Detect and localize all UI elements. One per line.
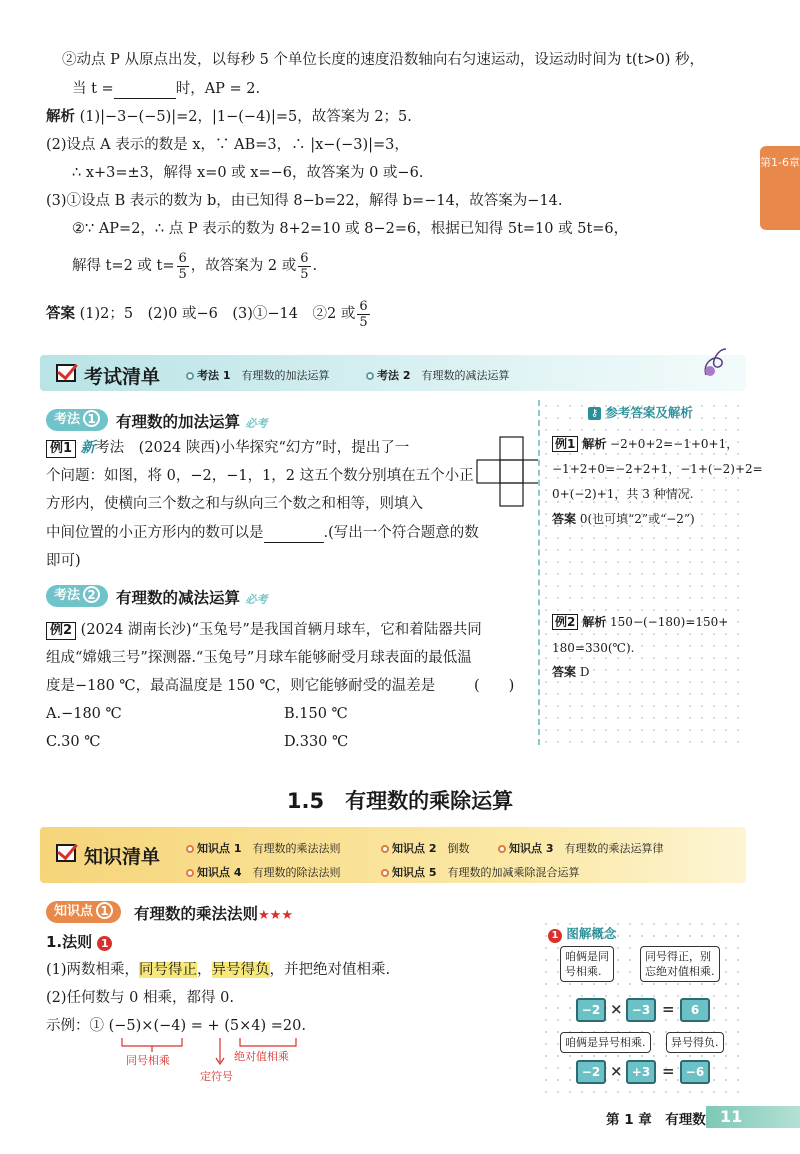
knowledge-tag-3 — [498, 840, 663, 856]
jiexi-2a: (2)设点 A 表示的数是 x，∵ AB=3，∴ |x−(−3)|=3， — [46, 137, 409, 153]
panel-answer-label: 答案 — [552, 665, 577, 679]
concept-header — [548, 924, 616, 943]
panel-ex1-answer — [552, 509, 695, 530]
bullet-icon — [186, 372, 194, 380]
tag-text: 有理数的除法法则 — [252, 866, 341, 879]
frac-num: 6 — [359, 298, 368, 314]
fraction-6-5 — [177, 251, 189, 282]
fraction-6-5-b — [298, 251, 310, 282]
section-number: 1.5 — [286, 789, 325, 813]
page-number: 11 — [720, 1107, 743, 1126]
jiexi-3c-pre: 解得 t=2 或 t= — [72, 258, 175, 274]
panel-jiexi-label: 解析 — [582, 437, 607, 451]
kaofa-2-title — [116, 586, 267, 608]
bubble-1-line-1: 咱俩是同 — [565, 950, 609, 963]
card-6: 6 — [680, 998, 710, 1022]
knowledge-1-badge — [46, 901, 121, 923]
knowledge-tag-1 — [186, 840, 340, 856]
rule-1-highlight-same: 同号得正 — [139, 962, 198, 978]
badge-label: 知识点 — [54, 904, 94, 919]
kaofa-2-badge — [46, 585, 108, 607]
tag-label: 知识点 4 — [197, 866, 242, 879]
panel-ex1-line-1 — [552, 434, 738, 455]
swirl-decoration-icon — [700, 345, 730, 381]
example-1-label: 例1 — [46, 440, 76, 458]
frac-den: 5 — [178, 266, 187, 282]
kaofa-1-badge — [46, 409, 108, 431]
example-2-line-3: 度是−180 ℃，最高温度是 150 ℃，则它能够耐受的温差是 — [46, 678, 436, 694]
knowledge-tag-4 — [186, 864, 340, 880]
checkmark-icon — [56, 844, 76, 862]
example-1-line-1 — [46, 438, 409, 458]
option-a: A.−180 ℃ — [46, 706, 122, 722]
rule-1-a: (1)两数相乘， — [46, 962, 140, 978]
times-sign: × — [610, 1000, 623, 1018]
rule-1-highlight-diff: 异号得负 — [211, 962, 270, 978]
example-2-label: 例2 — [46, 622, 76, 640]
times-sign: × — [610, 1062, 623, 1080]
speech-bubble-1 — [560, 946, 614, 982]
badge-number: 1 — [83, 410, 100, 427]
tag-label: 知识点 5 — [392, 866, 437, 879]
tag-text: 有理数的加法运算 — [241, 369, 330, 382]
rule-1-c: ， — [197, 962, 212, 978]
kaofa-2-title-text: 有理数的减法运算 — [116, 589, 241, 607]
panel-jiexi-label: 解析 — [582, 615, 607, 629]
section-title-text: 有理数的乘除运算 — [345, 789, 514, 813]
bikao-label: 必考 — [245, 417, 268, 430]
frac-den: 5 — [359, 314, 368, 330]
checkmark-icon — [56, 364, 76, 382]
q2-suffix: 时，AP = 2. — [175, 81, 261, 97]
knowledge-tag-5 — [381, 864, 579, 880]
kaofa-1-title-text: 有理数的加法运算 — [116, 413, 241, 431]
panel-header-text: 参考答案及解析 — [605, 405, 693, 420]
knowledge-1-title — [134, 902, 293, 924]
exam-tag-1 — [186, 367, 329, 383]
rule-1-e: ，并把绝对值相乘. — [269, 962, 391, 978]
example-2-line-2: 组成“嫦娥三号”探测器.“玉兔号”月球车能够耐受月球表面的最低温 — [46, 650, 472, 666]
new-badge: 新 — [80, 440, 96, 456]
footer-chapter: 第 1 章 有理数 — [606, 1112, 706, 1128]
card-pos3: +3 — [626, 1060, 656, 1084]
badge-label: 考法 — [54, 412, 81, 427]
panel-ex2-label: 例2 — [552, 614, 578, 630]
bullet-icon — [366, 372, 374, 380]
note-same-sign: 同号相乘 — [126, 1054, 170, 1067]
tag-text: 有理数的乘法法则 — [252, 842, 341, 855]
badge-number: 1 — [96, 902, 113, 919]
concept-panel — [540, 918, 746, 1100]
card-neg6: −6 — [680, 1060, 710, 1084]
example-1-line-3: 方形内，使横向三个数之和与纵向三个数之和相等，则填入 — [46, 496, 423, 512]
jiexi-label: 解析 — [46, 109, 75, 125]
jiexi-3a: (3)①设点 B 表示的数为 b，由已知得 8−b=22，解得 b=−14，故答案为−14. — [46, 193, 563, 209]
bubble-1-line-2: 号相乘. — [565, 965, 602, 978]
exam-list-title: 考试清单 — [84, 366, 161, 388]
card-neg3: −3 — [626, 998, 656, 1022]
example-2-paren: ( ) — [474, 678, 515, 694]
bikao-label: 必考 — [245, 593, 268, 606]
jiexi-3c-mid: ，故答案为 2 或 — [190, 258, 297, 274]
answer-blank — [264, 528, 324, 543]
section-title — [0, 785, 800, 815]
tag-label: 考法 1 — [197, 369, 231, 382]
star-rating: ★★★ — [258, 908, 293, 923]
example-1-text-4b: .(写出一个符合题意的数 — [323, 525, 479, 541]
q2-prefix: 当 t = — [72, 81, 114, 97]
bubble-2-line-1: 同号得正，别 — [645, 950, 711, 963]
frac-den: 5 — [300, 266, 309, 282]
question-2-line-2 — [72, 79, 260, 99]
panel-ex1-line-2: −1+2+0=−2+2+1，−1+(−2)+2= — [552, 462, 763, 476]
equals-sign: = — [662, 1062, 675, 1080]
tag-label: 考法 2 — [377, 369, 411, 382]
speech-bubble-2 — [640, 946, 720, 982]
jiexi-line-1 — [46, 107, 412, 127]
answer-line — [46, 296, 372, 332]
fraction-answer — [357, 299, 369, 330]
bullet-icon — [186, 869, 194, 877]
option-c: C.30 ℃ — [46, 734, 101, 750]
concept-badge: 1 — [548, 929, 562, 943]
speech-bubble-3: 咱俩是异号相乘. — [560, 1032, 651, 1053]
answer-label: 答案 — [46, 306, 75, 322]
panel-answer-text: 0(也可填“2”或“−2”) — [579, 512, 695, 526]
bullet-icon — [381, 869, 389, 877]
answer-panel — [538, 400, 763, 745]
side-tab-label: 第1-6章 — [760, 156, 800, 169]
panel-ex2-answer — [552, 662, 589, 683]
key-icon: ⚷ — [588, 407, 601, 420]
panel-ex2-line-2: 180=330(℃). — [552, 641, 635, 655]
frac-num: 6 — [300, 250, 309, 266]
answer-text: (1)2；5 (2)0 或−6 (3)①−14 ②2 或 — [79, 306, 356, 322]
exam-tag-2 — [366, 367, 509, 383]
tag-text: 有理数的乘法运算律 — [564, 842, 664, 855]
example-formula: 示例：① (−5)×(−4) = + (5×4) =20. — [46, 1018, 306, 1034]
chapter-side-tab — [760, 146, 800, 230]
card-neg2: −2 — [576, 998, 606, 1022]
panel-answer-text: D — [579, 665, 590, 679]
answer-blank — [114, 84, 176, 99]
rule-title: 1.法则 — [46, 933, 93, 951]
bullet-icon — [498, 845, 506, 853]
panel-ex1-label: 例1 — [552, 436, 578, 452]
concept-title: 图解概念 — [566, 926, 617, 941]
example-1-line-4 — [46, 523, 479, 543]
tag-label: 知识点 2 — [392, 842, 437, 855]
example-1-line-2: 个问题：如图，将 0，−2，−1，1，2 这五个数分别填在五个小正 — [46, 468, 474, 484]
tag-text: 倒数 — [447, 842, 470, 855]
jiexi-2b: ∴ x+3=±3，解得 x=0 或 x=−6，故答案为 0 或−6. — [72, 165, 424, 181]
panel-ex2-text-1: 150−(−180)=150+ — [610, 615, 729, 629]
panel-ex1-text-1: −2+0+2=−1+0+1， — [610, 437, 739, 451]
card-neg2-b: −2 — [576, 1060, 606, 1084]
knowledge-1-title-text: 有理数的乘法法则 — [134, 905, 259, 923]
rule-1 — [46, 960, 390, 980]
rule-ref-badge: 1 — [97, 936, 112, 951]
rule-heading — [46, 932, 112, 952]
panel-ex1-line-3: 0+(−2)+1，共 3 种情况. — [552, 487, 694, 501]
jiexi-3c-post: . — [312, 258, 318, 274]
badge-number: 2 — [83, 586, 100, 603]
equals-sign: = — [662, 1000, 675, 1018]
example-2-text-1: (2024 湖南长沙)“玉兔号”是我国首辆月球车，它和着陆器共同 — [80, 622, 482, 638]
example-2-line-1 — [46, 620, 482, 640]
frac-num: 6 — [178, 250, 187, 266]
note-sign: 定符号 — [200, 1070, 233, 1083]
example-1-line-5: 即可) — [46, 553, 81, 569]
jiexi-3b: ②∵ AP=2，∴ 点 P 表示的数为 8+2=10 或 8−2=6，根据已知得 5t=10 或 5t=6， — [72, 221, 629, 237]
option-d: D.330 ℃ — [284, 734, 349, 750]
bullet-icon — [381, 845, 389, 853]
bullet-icon — [186, 845, 194, 853]
tag-text: 有理数的减法运算 — [421, 369, 510, 382]
panel-header — [588, 403, 693, 421]
question-2-line-1: ②动点 P 从原点出发，以每秒 5 个单位长度的速度沿数轴向右匀速运动，设运动时间为 t(t>0) 秒， — [62, 52, 704, 68]
knowledge-list-title: 知识清单 — [84, 846, 161, 868]
footer-page-bar — [706, 1106, 800, 1128]
panel-ex2-line-1 — [552, 612, 728, 633]
example-1-text-1: 考法 (2024 陕西)小华探究“幻方”时，提出了一 — [95, 440, 410, 456]
badge-label: 考法 — [54, 588, 81, 603]
kaofa-1-title — [116, 410, 267, 432]
tag-label: 知识点 3 — [509, 842, 554, 855]
tag-text: 有理数的加减乘除混合运算 — [447, 866, 580, 879]
speech-bubble-4: 异号得负. — [666, 1032, 724, 1053]
option-b: B.150 ℃ — [284, 706, 348, 722]
tag-label: 知识点 1 — [197, 842, 242, 855]
jiexi-3c — [72, 248, 317, 284]
bubble-2-line-2: 忘绝对值相乘. — [645, 965, 715, 978]
rule-2: (2)任何数与 0 相乘，都得 0. — [46, 990, 234, 1006]
note-abs: 绝对值相乘 — [234, 1050, 289, 1063]
jiexi-1: (1)|−3−(−5)|=2，|1−(−4)|=5，故答案为 2；5. — [79, 109, 412, 125]
knowledge-tag-2 — [381, 840, 469, 856]
example-1-text-4: 中间位置的小正方形内的数可以是 — [46, 525, 264, 541]
panel-answer-label: 答案 — [552, 512, 577, 526]
